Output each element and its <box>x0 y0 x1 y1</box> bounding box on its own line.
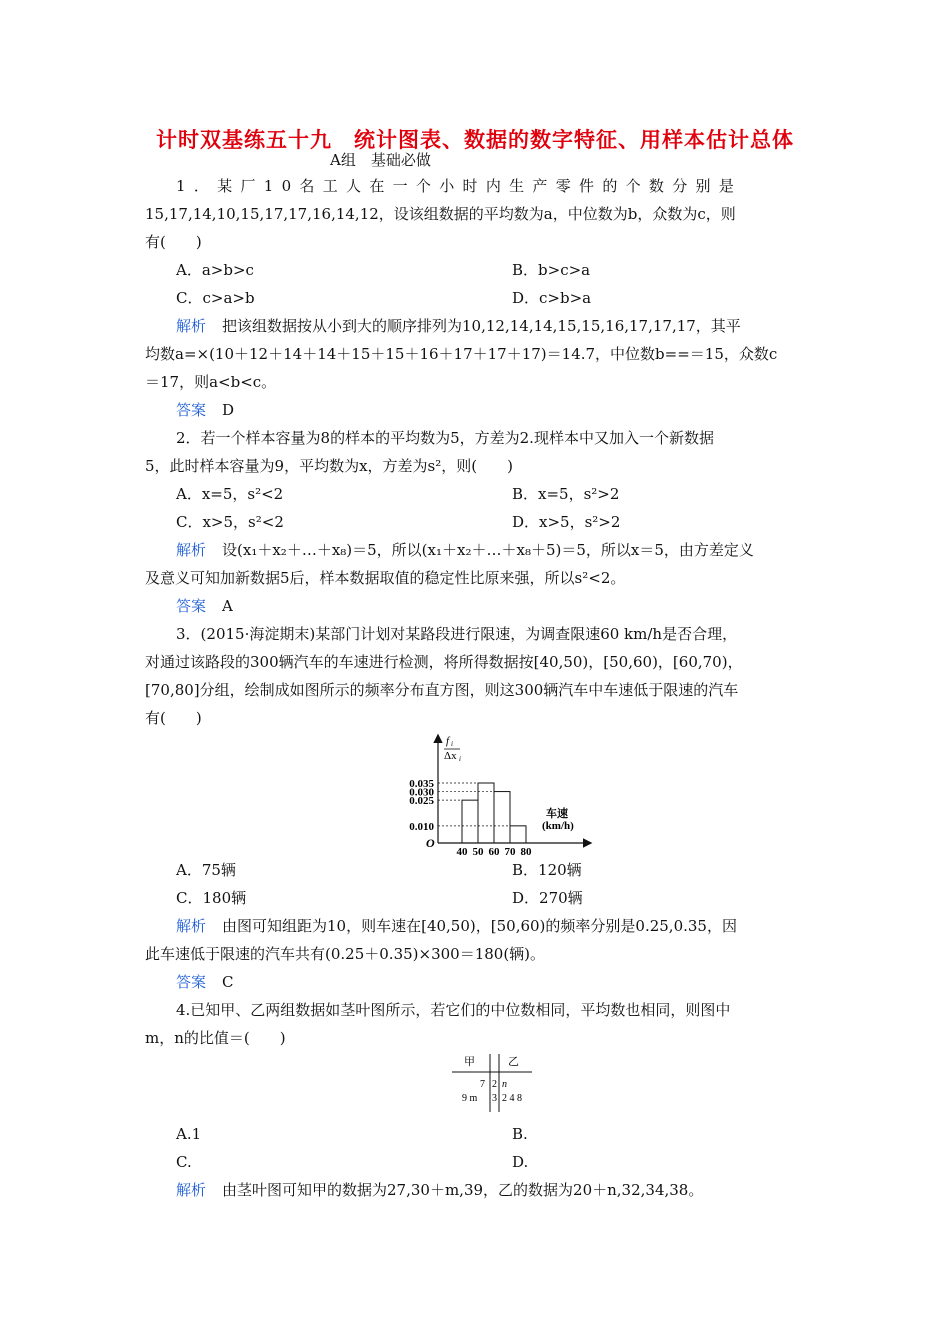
y-axis-label-denominator: Δx <box>444 750 457 762</box>
analysis-tag: 解析 <box>176 317 207 335</box>
x-tick-label: 40 <box>456 846 468 855</box>
stem-leaf-plot <box>448 1050 538 1114</box>
q2-option-c: C．x>5，s²<2 <box>176 513 284 531</box>
q1-analysis-text: 把该组数据按从小到大的顺序排列为10,12,14,14,15,15,16,17,17,17，其平 <box>222 317 741 335</box>
x-tick-label: 60 <box>488 846 500 855</box>
q3-option-a: A．75辆 <box>176 861 236 879</box>
answer-tag: 答案 <box>176 401 207 419</box>
page-title: 计时双基练五十九 统计图表、数据的数字特征、用样本估计总体 <box>156 128 794 152</box>
analysis-tag: 解析 <box>176 541 207 559</box>
answer-tag: 答案 <box>176 973 207 991</box>
svg-text:i: i <box>451 740 453 748</box>
row2-left-leaves: 9 m <box>462 1093 478 1104</box>
q1-option-d: D．c>b>a <box>512 289 592 307</box>
y-tick-label: 0.035 <box>409 778 434 790</box>
stem-header-right: 乙 <box>508 1055 519 1068</box>
x-tick-label: 50 <box>472 846 484 855</box>
q4-line2: m，n的比值＝( ) <box>145 1029 286 1047</box>
q1-analysis-line2: 均数a=×(10＋12＋14＋14＋15＋15＋16＋17＋17＋17)＝14.7，中位数b==＝15，众数c <box>145 345 778 363</box>
q3-answer <box>176 972 234 992</box>
x-tick-label: 80 <box>520 846 532 855</box>
y-tick-label: 0.025 <box>409 795 434 808</box>
q3-analysis-line1 <box>176 916 737 936</box>
row2-stem: 3 <box>492 1093 497 1104</box>
q1-line2: 15,17,14,10,15,17,17,16,14,12，设该组数据的平均数为a，中位数为b，众数为c，则 <box>145 205 736 223</box>
q3-line3: [70,80]分组，绘制成如图所示的频率分布直方图，则这300辆汽车中车速低于限速的汽车 <box>145 681 739 699</box>
q3-analysis-line2: 此车速低于限速的汽车共有(0.25＋0.35)×300＝180(辆)。 <box>145 945 546 963</box>
frequency-histogram <box>360 730 600 855</box>
row1-stem: 2 <box>492 1079 497 1090</box>
q1-option-b: B．b>c>a <box>512 261 591 279</box>
histogram-bar <box>462 800 478 843</box>
histogram-bar <box>510 826 526 843</box>
q2-analysis-line2: 及意义可知加新数据5后，样本数据取值的稳定性比原来强，所以s²<2。 <box>145 569 626 587</box>
row2-right-leaves: 2 4 8 <box>502 1093 522 1104</box>
q2-line1: 2．若一个样本容量为8的样本的平均数为5，方差为2.现样本中又加入一个新数据 <box>176 429 714 447</box>
q1-analysis-line3: ＝17，则a<b<c。 <box>145 373 277 391</box>
q4-option-d: D. <box>512 1153 529 1171</box>
q3-analysis-text: 由图可知组距为10，则车速在[40,50)，[50,60)的频率分别是0.25,0.35，因 <box>222 917 737 935</box>
q3-line1: 3．(2015·海淀期末)某部门计划对某路段进行限速，为调查限速60 km/h是否合理， <box>176 625 738 643</box>
analysis-tag: 解析 <box>176 1181 207 1199</box>
y-tick-label: 0.010 <box>409 820 434 833</box>
q1-line3: 有( ) <box>145 233 202 251</box>
q1-line1: 1．某厂10名工人在一个小时内生产零件的个数分别是 <box>176 177 743 195</box>
q1-analysis-line1 <box>176 316 741 336</box>
histogram-bar <box>478 783 494 843</box>
q3-option-d: D．270辆 <box>512 889 583 907</box>
q1-option-a: A．a>b>c <box>176 261 254 279</box>
q1-answer <box>176 400 234 420</box>
origin-label: O <box>426 836 435 850</box>
q3-option-c: C．180辆 <box>176 889 247 907</box>
q4-option-c: C. <box>176 1153 192 1171</box>
q3-option-b: B．120辆 <box>512 861 582 879</box>
q2-line2: 5，此时样本容量为9，平均数为x，方差为s²，则( ) <box>145 457 513 475</box>
q4-line1: 4.已知甲、乙两组数据如茎叶图所示，若它们的中位数相同，平均数也相同，则图中 <box>176 1001 731 1019</box>
q2-analysis-line1 <box>176 540 754 560</box>
histogram-bar <box>494 792 510 843</box>
q2-option-b: B．x=5，s²>2 <box>512 485 620 503</box>
q4-option-b: B. <box>512 1125 528 1143</box>
q4-analysis-line1 <box>176 1180 703 1200</box>
q3-answer-value: C <box>222 973 234 991</box>
q2-answer <box>176 596 233 616</box>
group-heading: A组 基础必做 <box>330 151 431 169</box>
row1-right-leaves: n <box>502 1079 507 1090</box>
x-tick-label: 70 <box>504 846 516 855</box>
q4-analysis-text: 由茎叶图可知甲的数据为27,30＋m,39，乙的数据为20＋n,32,34,38。 <box>222 1181 704 1199</box>
q1-option-c: C．c>a>b <box>176 289 255 307</box>
row1-left-leaves: 7 <box>480 1079 485 1090</box>
analysis-tag: 解析 <box>176 917 207 935</box>
q2-analysis-text: 设(x₁＋x₂＋…＋x₈)＝5，所以(x₁＋x₂＋…＋x₈＋5)＝5，所以x＝5，由方差定义 <box>222 541 754 559</box>
answer-tag: 答案 <box>176 597 207 615</box>
stem-header-left: 甲 <box>464 1055 475 1068</box>
q4-option-a: A.1 <box>176 1125 202 1143</box>
q2-option-a: A．x=5，s²<2 <box>176 485 284 503</box>
q1-answer-value: D <box>222 401 235 419</box>
q2-answer-value: A <box>222 597 233 615</box>
x-axis-unit: (km/h) <box>542 820 574 832</box>
q2-option-d: D．x>5，s²>2 <box>512 513 621 531</box>
svg-text:i: i <box>459 755 461 763</box>
q3-line4: 有( ) <box>145 709 202 727</box>
q3-line2: 对通过该路段的300辆汽车的车速进行检测，将所得数据按[40,50)，[50,60)，[60,70)， <box>145 653 743 671</box>
y-tick-label: 0.030 <box>409 786 434 799</box>
x-axis-label: 车速 <box>546 808 568 820</box>
y-axis-label-numerator: f <box>446 735 450 747</box>
